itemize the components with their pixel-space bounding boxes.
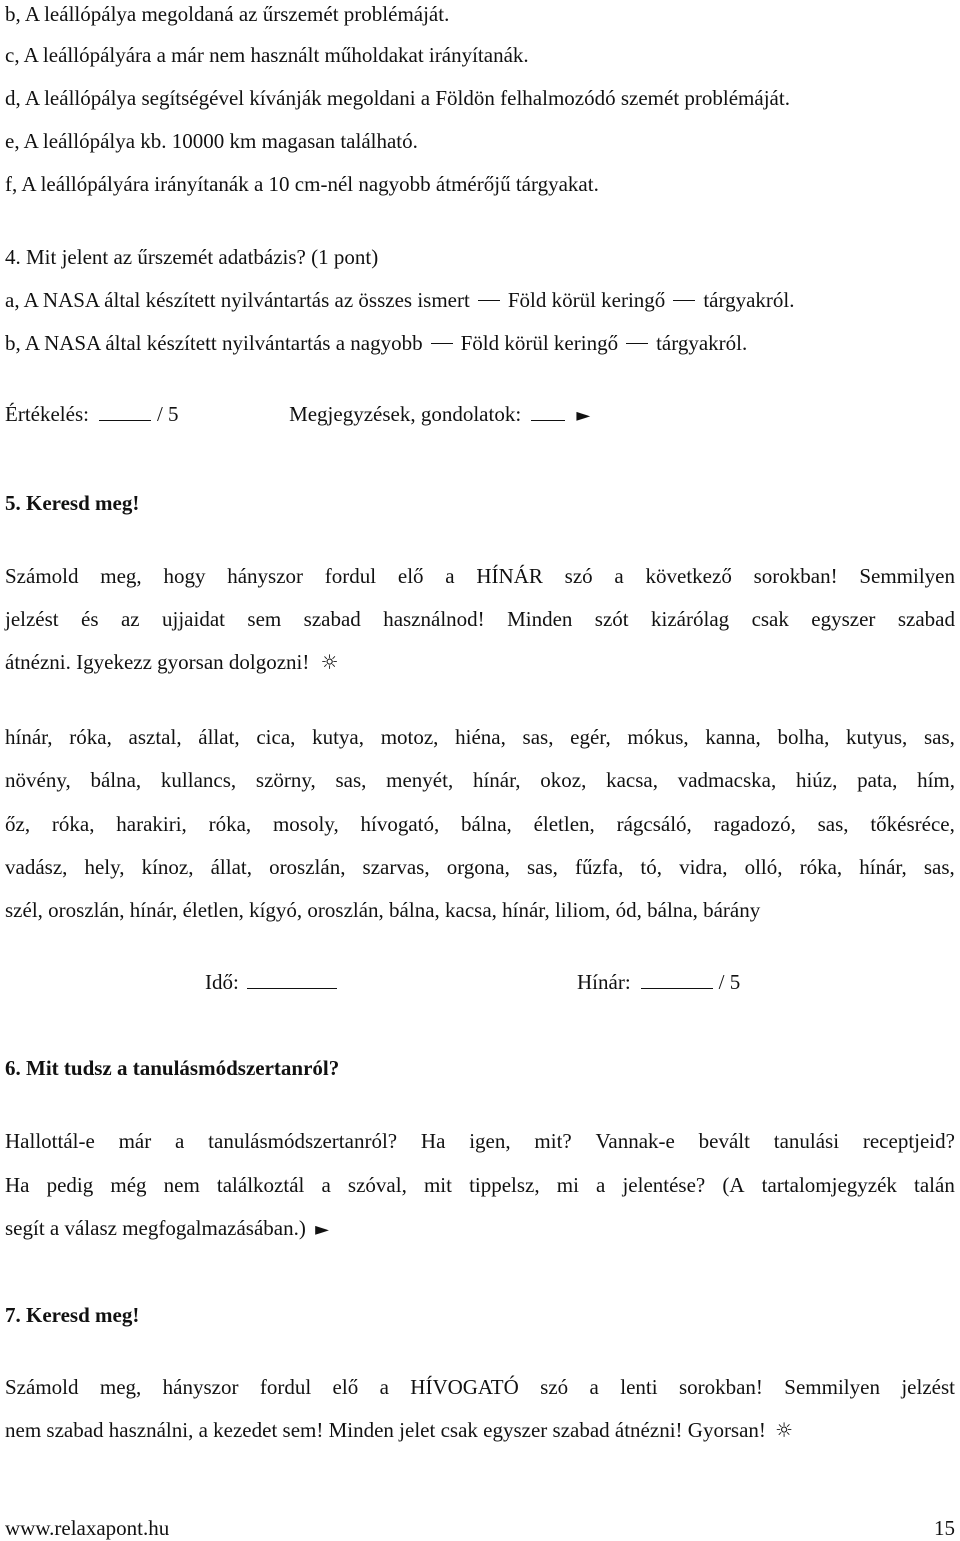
word: ragadozó, [713, 812, 796, 836]
word: sas, [817, 812, 849, 836]
word: okoz, [540, 768, 587, 792]
word: és [81, 607, 99, 631]
word: orgona, [446, 855, 510, 879]
word: sas, [526, 855, 558, 879]
word: egér, [570, 725, 611, 749]
word: oroszlán, [269, 855, 346, 879]
word: kutyus, [846, 725, 908, 749]
word: sem [247, 607, 282, 631]
word: kanna, [705, 725, 761, 749]
rating-max: / 5 [156, 402, 179, 426]
q6-line-1 [5, 1131, 955, 1152]
word: bálna, [461, 812, 512, 836]
word: jelzést [5, 607, 59, 631]
word: Minden [507, 607, 573, 631]
word: hogy [163, 564, 206, 588]
q6-line-2 [5, 1175, 955, 1196]
word: meg, [100, 564, 142, 588]
word: sorokban! [678, 1375, 763, 1399]
q4-b-mid: Föld körül keringő [460, 331, 619, 355]
q6-title: 6. Mit tudsz a tanulásmódszertanról? [5, 1056, 340, 1080]
word: hívogató, [360, 812, 440, 836]
word: olló, [744, 855, 783, 879]
q5-instruction-line-2 [5, 609, 955, 630]
word: fűzfa, [574, 855, 624, 879]
word: egyszer [811, 607, 876, 631]
word: róka, [51, 812, 95, 836]
word: kacsa, [606, 768, 658, 792]
q5-word-row-5: szél, oroszlán, hínár, életlen, kígyó, oroszlán, bálna, kacsa, hínár, liliom, ód, bálna, bárány [5, 898, 761, 922]
word: hiúz, [795, 768, 838, 792]
q3-option-f: f, A leállópályára irányítanák a 10 cm-nél nagyobb átmérőjű tárgyakat. [5, 172, 599, 196]
word: kutya, [312, 725, 364, 749]
word: hányszor [162, 1375, 239, 1399]
word: kínoz, [141, 855, 194, 879]
q3-option-d: d, A leállópálya segítségével kívánják megoldani a Földön felhalmozódó szemét problémáját. [5, 86, 790, 110]
word: állat, [210, 855, 252, 879]
q5-word-row-3 [5, 814, 955, 835]
word: sas, [923, 725, 955, 749]
word: róka, [69, 725, 112, 749]
word: Ha [420, 1129, 446, 1153]
word: mi [556, 1173, 579, 1197]
word: bevált [698, 1129, 750, 1153]
word: a [589, 1375, 599, 1399]
word: jelzést [901, 1375, 955, 1399]
dash-mark [478, 300, 500, 301]
q5-word-row-1 [5, 727, 955, 748]
q4-option-a [5, 290, 794, 311]
sun-icon: ☼ [320, 650, 339, 674]
word: fordul [259, 1375, 312, 1399]
q5-title: 5. Keresd meg! [5, 491, 140, 515]
word: sorokban! [753, 564, 838, 588]
word: cica, [256, 725, 296, 749]
q4-option-b [5, 333, 747, 354]
word: szó [540, 1375, 569, 1399]
word: vadász, [5, 855, 68, 879]
q3-option-e: e, A leállópálya kb. 10000 km magasan található. [5, 129, 418, 153]
word: Ha [5, 1173, 30, 1197]
word: a [379, 1375, 389, 1399]
instruction-text: segít a válasz megfogalmazásában.) [5, 1216, 306, 1240]
hinar-max: / 5 [718, 970, 741, 994]
q7-title: 7. Keresd meg! [5, 1303, 140, 1327]
word: mókus, [627, 725, 689, 749]
q5-word-row-4 [5, 857, 955, 878]
word: sas, [923, 855, 955, 879]
word: talán [914, 1173, 955, 1197]
arrow-right-icon: ► [315, 1219, 329, 1240]
word: Semmilyen [784, 1375, 880, 1399]
word: vadmacska, [677, 768, 777, 792]
word: HÍVOGATÓ [410, 1375, 519, 1399]
dash-mark [626, 343, 648, 344]
word: tanulási [773, 1129, 840, 1153]
word: bálna, [90, 768, 142, 792]
notes-label: Megjegyzések, gondolatok: [289, 402, 522, 426]
word: szarvas, [362, 855, 430, 879]
word: szót [594, 607, 629, 631]
word: pata, [857, 768, 898, 792]
time-blank[interactable] [247, 987, 337, 989]
word: harakiri, [116, 812, 187, 836]
word: már [118, 1129, 152, 1153]
q4-a-mid: Föld körül keringő [507, 288, 666, 312]
word: tartalomjegyzék [761, 1173, 897, 1197]
word: elő [397, 564, 424, 588]
word: következő [645, 564, 732, 588]
word: ujjaidat [162, 607, 225, 631]
q5-instruction-line-1 [5, 566, 955, 587]
time-label: Idő: [205, 970, 239, 994]
q4-question: 4. Mit jelent az űrszemét adatbázis? (1 pont) [5, 245, 379, 269]
word: meg, [99, 1375, 142, 1399]
word: mit [423, 1173, 452, 1197]
word: hím, [917, 768, 955, 792]
word: még [110, 1173, 147, 1197]
word: sas, [335, 768, 367, 792]
word: növény, [5, 768, 71, 792]
q6-line-3 [5, 1218, 329, 1239]
q7-line-2 [5, 1420, 793, 1441]
word: a [596, 1173, 606, 1197]
word: menyét, [386, 768, 454, 792]
q5-instruction-line-3 [5, 652, 339, 673]
word: pedig [46, 1173, 94, 1197]
footer-url: www.relaxapont.hu [5, 1516, 170, 1540]
word: mosoly, [272, 812, 339, 836]
q5-word-row-2 [5, 770, 955, 791]
word: szörny, [255, 768, 316, 792]
word: szabad [897, 607, 955, 631]
word: hiéna, [455, 725, 506, 749]
word: Számold [5, 564, 79, 588]
word: fordul [324, 564, 377, 588]
hinar-label: Hínár: [577, 970, 631, 994]
word: hányszor [227, 564, 304, 588]
word: nem [163, 1173, 200, 1197]
word: találkoztál [216, 1173, 305, 1197]
word: hínár, [5, 725, 53, 749]
word: mit? [534, 1129, 572, 1153]
word: róka, [799, 855, 843, 879]
q7-line-1 [5, 1377, 955, 1398]
word: asztal, [128, 725, 182, 749]
word: lenti [620, 1375, 658, 1399]
word: igen, [469, 1129, 511, 1153]
word: sas, [522, 725, 554, 749]
word: elő [332, 1375, 359, 1399]
time-field [205, 972, 343, 993]
arrow-right-icon: ► [576, 405, 591, 426]
instruction-text: nem szabad használni, a kezedet sem! Minden jelet csak egyszer szabad átnézni! Gyorsan! [5, 1418, 766, 1442]
word: jelentése? [622, 1173, 706, 1197]
word: tó, [640, 855, 663, 879]
hinar-blank[interactable] [641, 987, 713, 989]
notes-blank[interactable] [531, 419, 565, 421]
q3-option-c: c, A leállópályára a már nem használt műholdakat irányítanák. [5, 43, 529, 67]
instruction-text: átnézni. Igyekezz gyorsan dolgozni! [5, 650, 310, 674]
word: vidra, [679, 855, 728, 879]
q4-a-end: tárgyakról. [703, 288, 795, 312]
dash-mark [673, 300, 695, 301]
word: Hallottál-e [5, 1129, 95, 1153]
word: Számold [5, 1375, 79, 1399]
word: életlen, [533, 812, 595, 836]
word: (A [722, 1173, 745, 1197]
word: róka, [208, 812, 252, 836]
word: HÍNÁR [476, 564, 543, 588]
word: kullancs, [160, 768, 237, 792]
q4-b-text: b, A NASA által készített nyilvántartás a nagyobb [5, 331, 423, 355]
word: szóval, [347, 1173, 407, 1197]
hinar-count-field [577, 972, 740, 993]
word: bolha, [777, 725, 830, 749]
word: tippelsz, [469, 1173, 540, 1197]
word: tőkésréce, [870, 812, 955, 836]
word: hely, [84, 855, 125, 879]
word: csak [751, 607, 789, 631]
word: szabad [303, 607, 361, 631]
sun-icon: ☼ [775, 1418, 794, 1442]
word: a [175, 1129, 185, 1153]
word: az [120, 607, 140, 631]
word: állat, [198, 725, 240, 749]
word: motoz, [380, 725, 439, 749]
q4-b-end: tárgyakról. [656, 331, 748, 355]
word: a [321, 1173, 331, 1197]
q3-option-b: b, A leállópálya megoldaná az űrszemét problémáját. [5, 2, 450, 26]
rating-label: Értékelés: [5, 402, 89, 426]
q4-a-text: a, A NASA által készített nyilvántartás az összes ismert [5, 288, 470, 312]
word: szó [564, 564, 593, 588]
word: a [445, 564, 455, 588]
word: használnod! [383, 607, 485, 631]
word: Vannak-e [595, 1129, 675, 1153]
word: receptjeid? [862, 1129, 955, 1153]
word: Semmilyen [859, 564, 955, 588]
word: kizárólag [651, 607, 730, 631]
word: hínár, [472, 768, 521, 792]
word: rágcsáló, [616, 812, 692, 836]
rating-score-blank[interactable] [99, 419, 151, 421]
page-number: 15 [934, 1516, 955, 1540]
dash-mark [431, 343, 453, 344]
word: a [614, 564, 624, 588]
word: őz, [5, 812, 31, 836]
word: tanulásmódszertanról? [208, 1129, 398, 1153]
word: hínár, [859, 855, 907, 879]
rating-row [5, 404, 590, 425]
